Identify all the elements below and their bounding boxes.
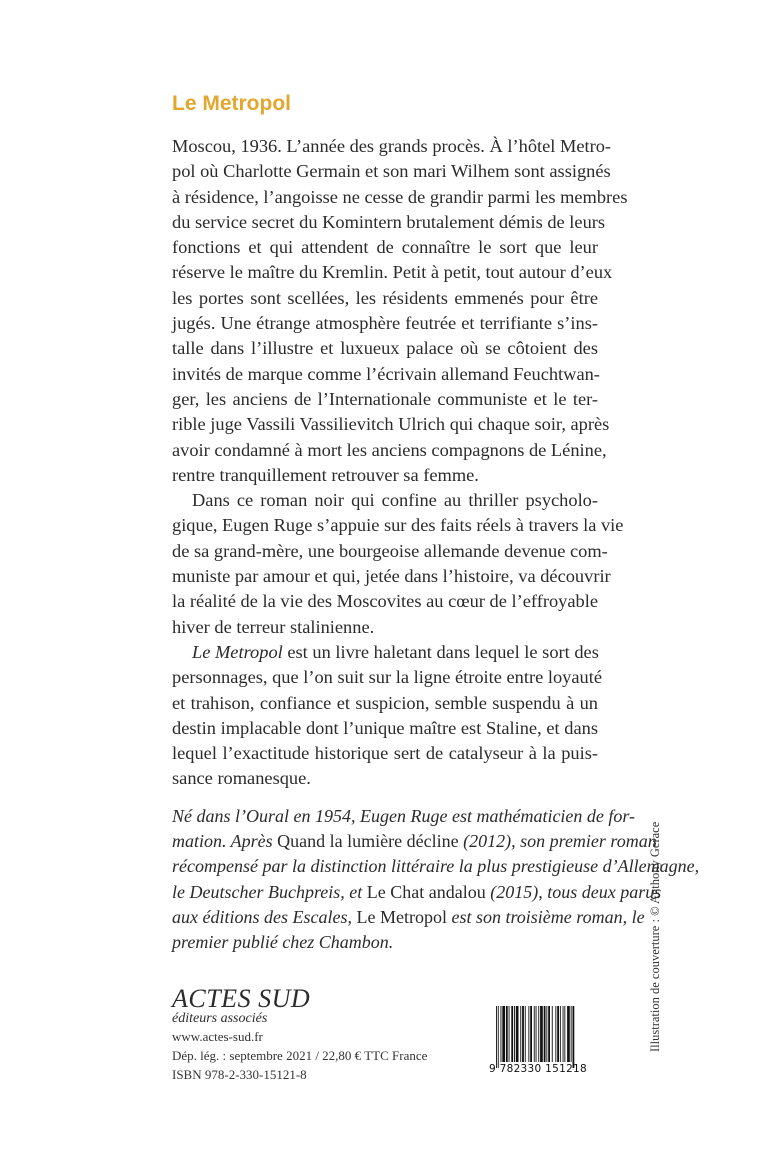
barcode-bar — [528, 1006, 529, 1062]
barcode-bar — [552, 1006, 553, 1062]
barcode-bar — [534, 1006, 535, 1062]
synopsis-line: Moscou, 1936. L’année des grands procès. À l’hôtel Metro- — [172, 136, 612, 156]
publisher-logo — [172, 986, 310, 1026]
barcode-bar — [560, 1006, 561, 1062]
barcode-bar — [496, 1006, 497, 1068]
barcode-bar — [548, 1006, 550, 1062]
bio-book-title: Quand la lumière décline — [277, 831, 459, 852]
barcode-digits: 9 782330 151218 — [489, 1063, 588, 1075]
synopsis-line: les portes sont scellées, les résidents emmenés pour être — [172, 287, 598, 308]
synopsis-line: la réalité de la vie des Moscovites au cœur de l’effroyable — [172, 591, 598, 612]
barcode-bar — [511, 1006, 513, 1062]
bio-line: récompensé par la distinction littéraire la plus prestigieuse d’Allemagne, — [172, 856, 700, 877]
barcode-bar — [530, 1006, 532, 1062]
bio-text: aux éditions des Escales, — [172, 906, 357, 927]
synopsis-line: du service secret du Komintern brutalement démis de leurs — [172, 211, 606, 232]
synopsis-text: est un livre haletant dans lequel le sort des — [282, 641, 599, 662]
barcode-bar — [514, 1006, 515, 1062]
synopsis-line: et trahison, confiance et suspicion, semble suspendu à un — [172, 692, 598, 713]
bio-book-title: Le Metropol — [356, 906, 447, 927]
synopsis-line: pol où Charlotte Germain et son mari Wilhem sont assignés — [172, 161, 611, 182]
synopsis-line: avoir condamné à mort les anciens compagnons de Lénine, — [172, 439, 607, 460]
barcode-bar — [538, 1006, 539, 1062]
synopsis-line: lequel l’exactitude historique sert de catalyseur à la puis- — [172, 743, 598, 764]
synopsis-line: de sa grand-mère, une bourgeoise allemande devenue com- — [172, 540, 608, 561]
synopsis-line: gique, Eugen Ruge s’appuie sur des faits réels à travers la vie — [172, 515, 624, 536]
bio-text: mation. Après — [172, 831, 278, 852]
bio-line: premier publié chez Chambon. — [172, 932, 394, 953]
synopsis-line: jugés. Une étrange atmosphère feutrée et terrifiante s’ins- — [172, 313, 598, 334]
synopsis-line — [172, 640, 598, 665]
synopsis-line: hiver de terreur stalinienne. — [172, 616, 375, 637]
bio-book-title: Le Chat andalou — [366, 881, 486, 902]
imprint-info — [172, 1027, 427, 1084]
isbn: ISBN 978-2-330-15121-8 — [172, 1067, 307, 1082]
cover-illustration-credit: Illustration de couverture : © Anthony Gerace — [648, 821, 662, 1052]
barcode-bar — [557, 1006, 559, 1062]
synopsis-line: réserve le maître du Kremlin. Petit à petit, tout autour d’eux — [172, 262, 613, 283]
barcode-bar — [520, 1006, 521, 1062]
barcode-bar — [546, 1006, 547, 1062]
synopsis-line: destin implacable dont l’unique maître est Staline, et dans — [172, 717, 598, 738]
synopsis-line: muniste par amour et qui, jetée dans l’histoire, va découvrir — [172, 566, 611, 587]
bio-text: le Deutscher Buchpreis, et — [172, 881, 367, 902]
bio-line — [172, 829, 657, 854]
barcode-bar — [573, 1006, 575, 1068]
barcode-bar — [555, 1006, 556, 1062]
book-title: Le Metropol — [172, 92, 291, 115]
bio-line — [172, 905, 645, 930]
synopsis-line: Dans ce roman noir qui confine au thriller psycholo- — [192, 490, 598, 511]
barcode-bar — [571, 1006, 572, 1062]
synopsis-book-title: Le Metropol — [192, 641, 283, 662]
synopsis-line: personnages, que l’on suit sur la ligne étroite entre loyauté — [172, 667, 603, 688]
publisher-website: www.actes-sud.fr — [172, 1029, 263, 1044]
barcode-bar — [540, 1006, 543, 1062]
barcode-bar — [522, 1006, 524, 1062]
synopsis-line: ger, les anciens de l’Internationale communiste et le ter- — [172, 388, 598, 409]
barcode-bar — [563, 1006, 564, 1062]
barcode-bar — [509, 1006, 510, 1062]
barcode-bar — [501, 1006, 502, 1062]
barcode-bar — [516, 1006, 519, 1062]
barcode-bar — [502, 1006, 505, 1062]
bio-text: est son troisième roman, le — [446, 906, 645, 927]
legal-deposit-price: Dép. lég. : septembre 2021 / 22,80 € TTC France — [172, 1048, 428, 1063]
bio-text: (2012), son premier roman — [458, 831, 657, 852]
synopsis-line: rentre tranquillement retrouver sa femme. — [172, 464, 479, 485]
barcode-bar — [536, 1006, 537, 1062]
bio-line: Né dans l’Oural en 1954, Eugen Ruge est mathématicien de for- — [172, 806, 636, 826]
barcode-bar — [506, 1006, 508, 1062]
synopsis-line: talle dans l’illustre et luxueux palace où se côtoient des — [172, 338, 598, 359]
barcode-bar — [544, 1006, 546, 1062]
barcode-bar — [498, 1006, 499, 1068]
synopsis-line: invités de marque comme l’écrivain allemand Feuchtwan- — [172, 363, 600, 384]
bio-line — [172, 880, 662, 905]
publisher-subtitle: éditeurs associés — [172, 1011, 268, 1026]
bio-text: (2015), tous deux parus — [485, 881, 662, 902]
synopsis-line: sance romanesque. — [172, 768, 311, 789]
synopsis-line: à résidence, l’angoisse ne cesse de grandir parmi les membres — [172, 186, 628, 207]
synopsis — [172, 134, 628, 792]
synopsis-line: rible juge Vassili Vassilievitch Ulrich qui chaque soir, après — [172, 414, 610, 435]
barcode-bar — [567, 1006, 570, 1062]
synopsis-line: fonctions et qui attendent de connaître le sort que leur — [172, 237, 598, 258]
publisher-name: ACTES SUD — [172, 984, 311, 1013]
barcode-bar — [564, 1006, 565, 1062]
barcode-bar — [525, 1006, 526, 1062]
